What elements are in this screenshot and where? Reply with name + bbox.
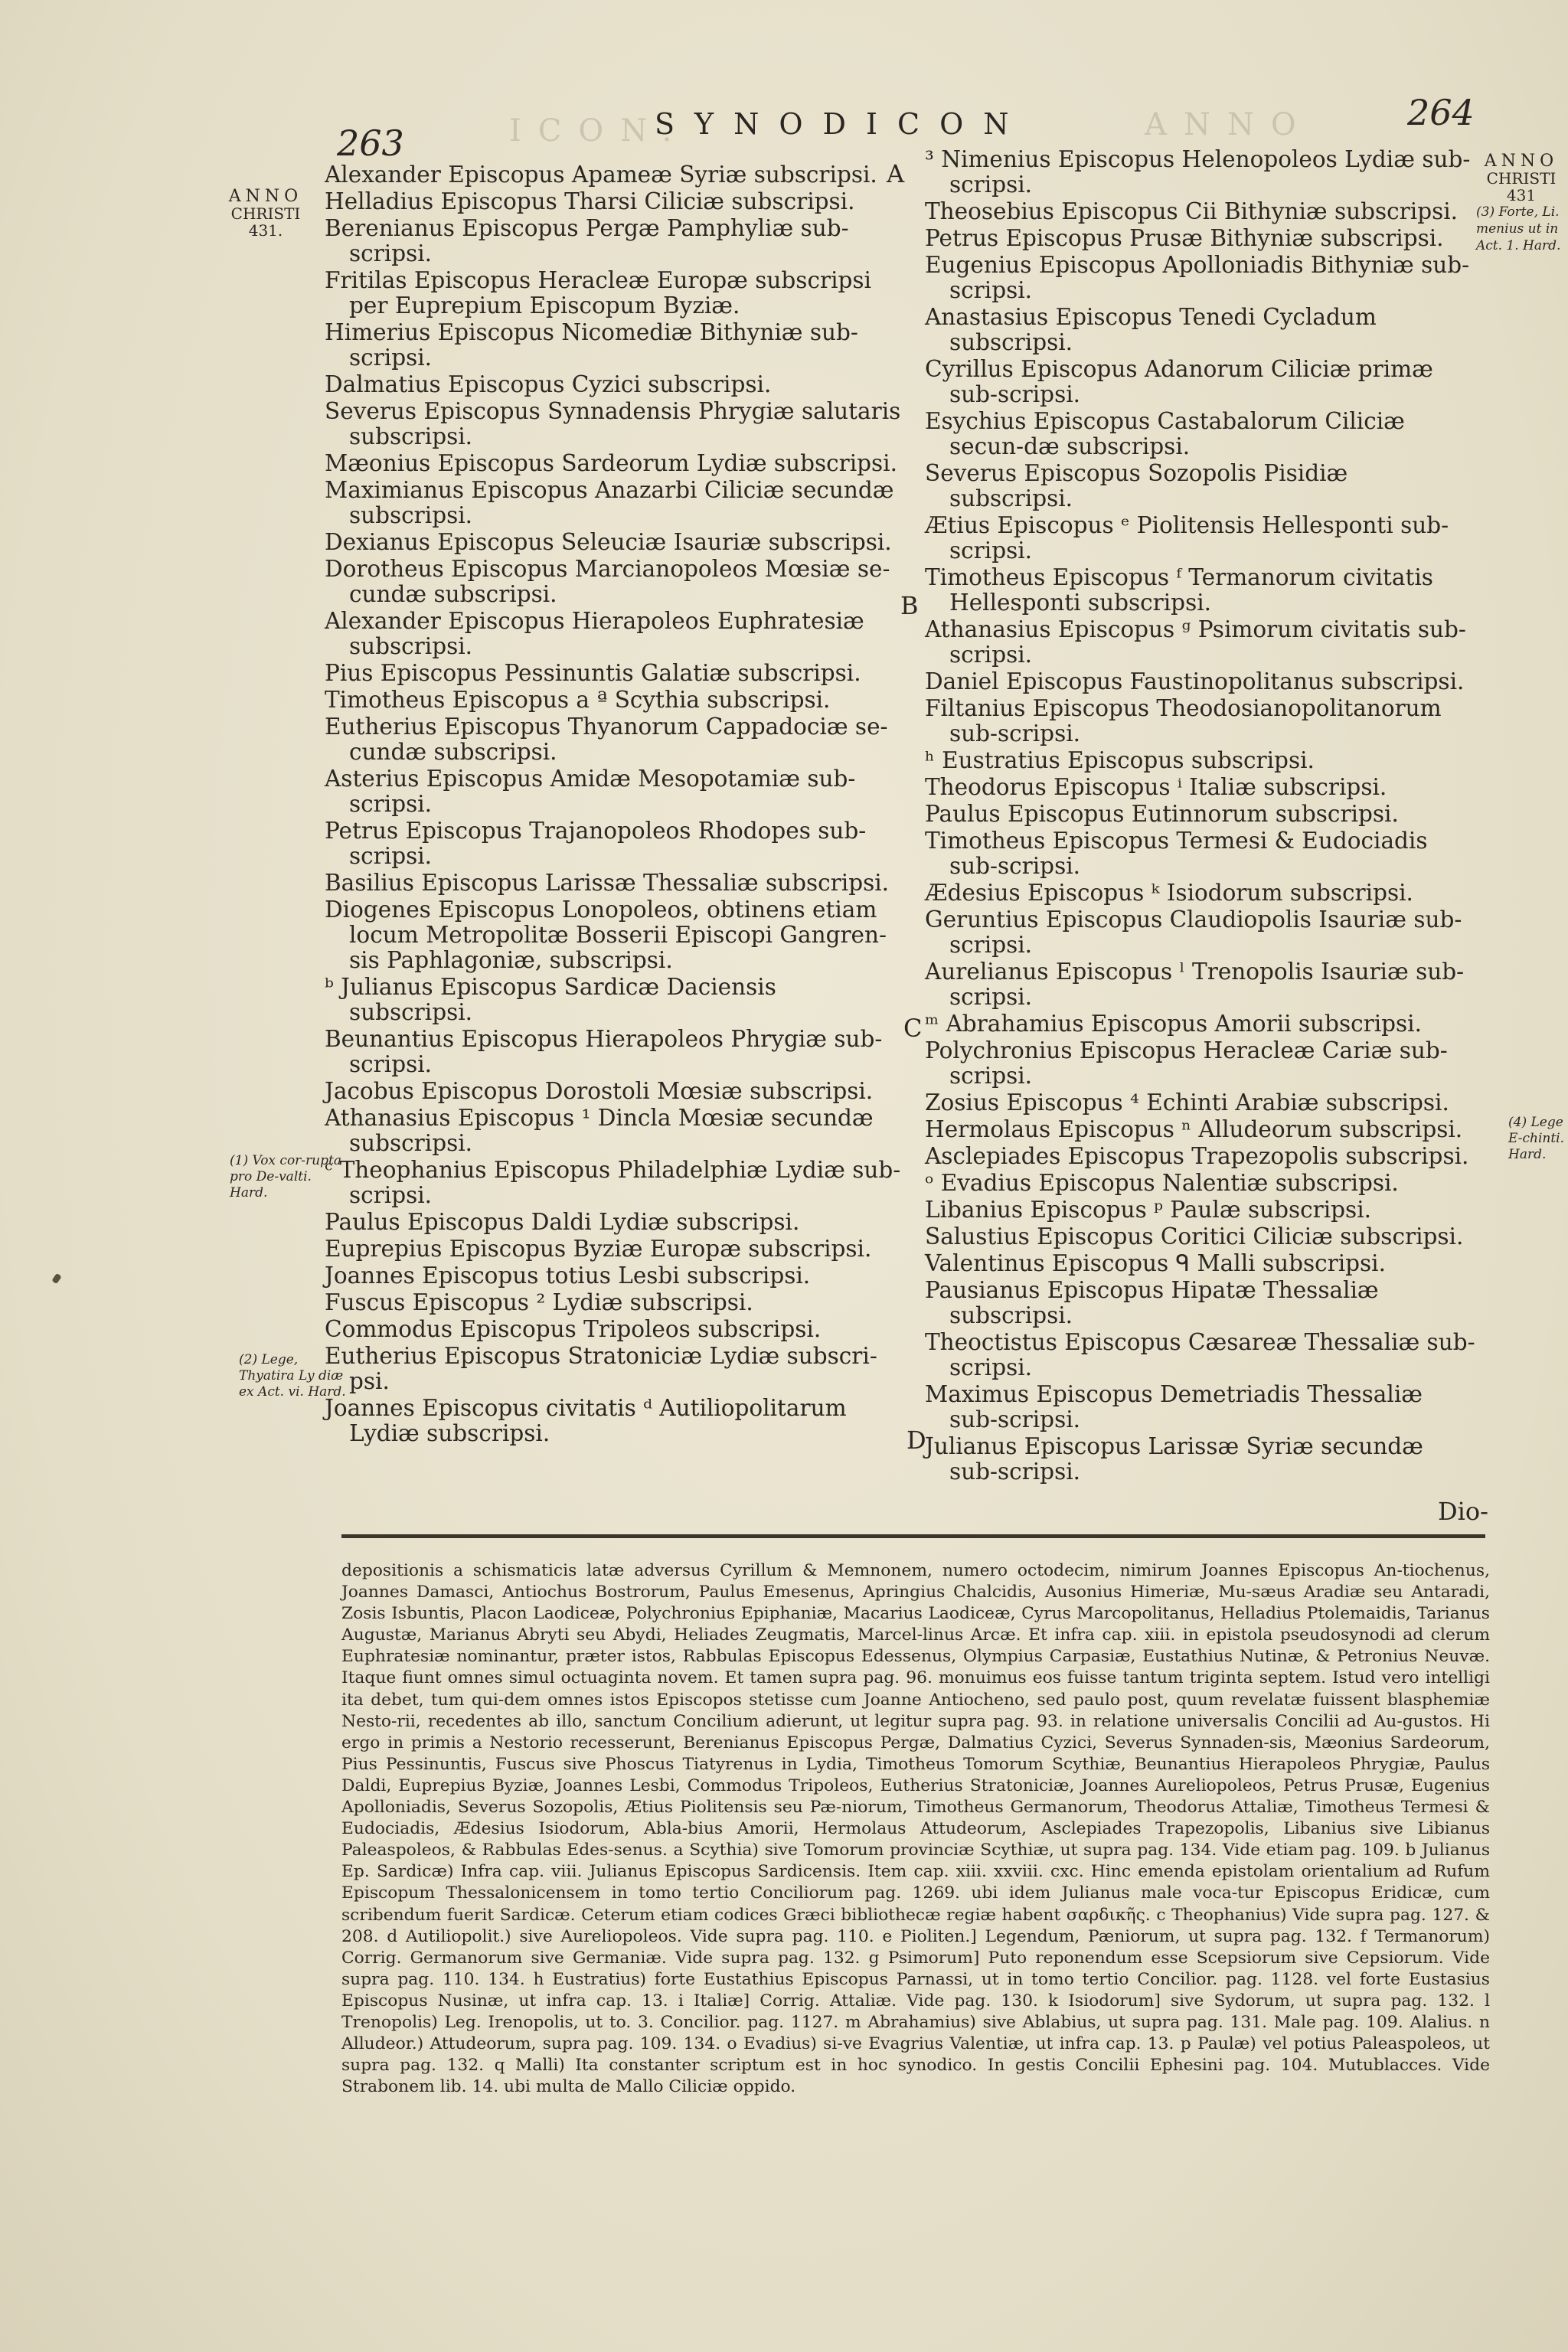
subscription-entry: Athanasius Episcopus ¹ Dincla Mœsiæ secundæ subscripsi. — [325, 1105, 874, 1156]
subscription-entry: Dorotheus Episcopus Marcianopoleos Mœsiæ se-cundæ subscripsi. — [325, 556, 890, 607]
subscription-entry: ³ Nimenius Episcopus Helenopoleos Lydiæ sub-scripsi. — [925, 146, 1471, 198]
subscription-entry: Fritilas Episcopus Heracleæ Europæ subscripsi per Euprepium Episcopum Byziæ. — [325, 267, 871, 318]
footnote-item: d Autiliopolit.) sive Aureliopoleos. Vide supra pag. 110. — [387, 1926, 883, 1946]
subscription-entry: Joannes Episcopus civitatis ᵈ Autiliopolitarum Lydiæ subscripsi. — [325, 1395, 847, 1446]
right-column-subscriptions — [925, 147, 1476, 1486]
footnote-item: b Julianus Ep. Sardicæ) Infra cap. viii. Julianus Episcopus Sardicensis. Item cap. xiii. xxviii. cxc. Hinc emenda epistolam orientalium ad Rufum Episcopum Thessalonicensem in tomo tertio Conciliorum pag. 1269. ubi idem Julianus male voca-tur Episcopus Eridicæ, cum scribendum fuerit Sardicæ. Ceterum etiam codices Græci bibliothecæ regiæ habent σαρδικῆς. — [341, 1841, 1491, 1925]
subscription-entry: Ædesius Episcopus ᵏ Isiodorum subscripsi. — [925, 880, 1413, 906]
footnote-rule — [341, 1534, 1485, 1538]
footnote-item: e Pioliten.] Legendum, Pæniorum, ut supra pag. 132. — [882, 1926, 1361, 1946]
subscription-entry: Timotheus Episcopus a ª Scythia subscripsi. — [325, 687, 831, 713]
subscription-entry: Maximus Episcopus Demetriadis Thessaliæ sub-scripsi. — [925, 1381, 1423, 1432]
subscription-entry: Dalmatius Episcopus Cyzici subscripsi. — [325, 371, 772, 397]
subscription-entry: Ætius Episcopus ᵉ Piolitensis Hellesponti sub-scripsi. — [925, 512, 1449, 564]
footnote-item: k Isiodorum] sive Sydorum, ut supra pag. 132. — [1048, 1991, 1485, 2011]
margin-christi: CHRISTI — [1486, 169, 1557, 188]
subscription-entry: Paulus Episcopus Daldi Lydiæ subscripsi. — [325, 1209, 800, 1235]
subscription-entry: Commodus Episcopus Tripoleos subscripsi. — [325, 1316, 822, 1342]
subscription-entry: Helladius Episcopus Tharsi Ciliciæ subscripsi. — [325, 188, 855, 214]
margin-note-3-line1: (3) Forte, Li. — [1476, 204, 1560, 220]
subscription-entry: Dexianus Episcopus Seleuciæ Isauriæ subscripsi. — [325, 529, 892, 555]
subscription-entry: Filtanius Episcopus Theodosianopolitanorum sub-scripsi. — [925, 695, 1442, 746]
section-letter-c: C — [903, 1014, 923, 1043]
section-letter-a: A — [887, 159, 905, 188]
margin-note-3-line3: Act. 1. Hard. — [1476, 238, 1561, 253]
subscription-entry: Salustius Episcopus Coritici Ciliciæ subscripsi. — [925, 1223, 1464, 1250]
footnote-text — [341, 1560, 1490, 2098]
subscription-entry: Beunantius Episcopus Hierapoleos Phrygiæ sub-scripsi. — [325, 1026, 883, 1077]
subscription-entry: Alexander Episcopus Apameæ Syriæ subscripsi. — [325, 162, 877, 188]
left-column-subscriptions — [325, 162, 906, 1448]
footnote-item: f Termanorum) Corrig. Germanorum sive Germaniæ. Vide supra pag. 132. — [341, 1926, 1491, 1968]
subscription-entry: Joannes Episcopus totius Lesbi subscripsi. — [325, 1263, 811, 1289]
subscription-entry: Esychius Episcopus Castabalorum Ciliciæ secun-dæ subscripsi. — [925, 408, 1405, 459]
footnote-item: i Italiæ] Corrig. Attaliæ. Vide pag. 130. — [678, 1991, 1048, 2011]
catchword: Dio- — [1438, 1497, 1488, 1526]
margin-year-left — [216, 188, 315, 239]
subscription-entry: Maximianus Episcopus Anazarbi Ciliciæ secundæ subscripsi. — [325, 477, 894, 528]
margin-note-4: (4) Lege E-chinti. Hard. — [1508, 1115, 1564, 1162]
subscription-entry: Hermolaus Episcopus ⁿ Alludeorum subscripsi. — [925, 1116, 1463, 1142]
bleed-through-text-right: ANNO — [1145, 107, 1313, 142]
footnote-item: q Malli) Ita constanter scriptum est in hoc synodico. In gestis Concilii Ephesini pag. 104. Mutublacces. Vide Strabonem lib. 14. ubi multa de Mallo Ciliciæ oppido. — [341, 2056, 1490, 2097]
subscription-entry: Fuscus Episcopus ² Lydiæ subscripsi. — [325, 1289, 753, 1315]
footnote-item: o Evadius) si-ve Evagrius Valentiæ, ut infra cap. 13. — [727, 2034, 1181, 2054]
subscription-entry: Petrus Episcopus Prusæ Bithyniæ subscripsi. — [925, 225, 1444, 251]
footnote-item: l Trenopolis) Leg. Irenopolis, ut to. 3. Concilior. pag. 1127. — [341, 1991, 1491, 2032]
subscription-entry: Timotheus Episcopus ᶠ Termanorum civitatis Hellesponti subscripsi. — [925, 564, 1433, 616]
margin-christi: CHRISTI — [230, 204, 301, 223]
footnote-item: a Scythia) sive Tomorum provinciæ Scythiæ, ut supra pag. 134. Vide etiam pag. 109. — [673, 1841, 1406, 1860]
page-number-right: 264 — [1407, 92, 1475, 133]
subscription-entry: Valentinus Episcopus ᑫ Malli subscripsi. — [925, 1250, 1386, 1276]
footnotes — [341, 1560, 1490, 2098]
subscription-entry: Cyrillus Episcopus Adanorum Ciliciæ primæ sub-scripsi. — [925, 356, 1433, 407]
footnote-item: p Paulæ) vel potius Paleaspoleos, ut supra pag. 132. — [341, 2034, 1490, 2076]
footnote-item: n Alludeor.) Attudeorum, supra pag. 109. 134. — [341, 2012, 1490, 2054]
subscription-entry: Timotheus Episcopus Termesi & Eudociadis sub-scripsi. — [925, 828, 1428, 879]
subscription-entry: ᵇ Julianus Episcopus Sardicæ Daciensis subscripsi. — [325, 974, 776, 1025]
subscription-entry: Basilius Episcopus Larissæ Thessaliæ subscripsi. — [325, 870, 890, 896]
margin-anno: ANNO — [228, 187, 303, 206]
subscription-entry: Eugenius Episcopus Apolloniadis Bithyniæ sub-scripsi. — [925, 252, 1470, 303]
footnote-item: c Theophanius) Vide supra pag. 127. & 208. — [341, 1905, 1490, 1946]
subscription-entry: Mæonius Episcopus Sardeorum Lydiæ subscripsi. — [325, 450, 897, 476]
margin-note-2: (2) Lege, Thyatira Ly diæ ex Act. vi. Hard. — [239, 1352, 346, 1400]
subscription-entry: Himerius Episcopus Nicomediæ Bithyniæ sub-scripsi. — [325, 319, 858, 371]
subscription-entry: Berenianus Episcopus Pergæ Pamphyliæ sub-scripsi. — [325, 215, 849, 266]
subscription-entry: Jacobus Episcopus Dorostoli Mœsiæ subscripsi. — [325, 1078, 874, 1104]
subscription-entry: Zosius Episcopus ⁴ Echinti Arabiæ subscripsi. — [925, 1089, 1449, 1116]
subscription-entry: ᶜ Theophanius Episcopus Philadelphiæ Lydiæ sub-scripsi. — [325, 1157, 901, 1208]
margin-year-right — [1476, 153, 1566, 254]
running-head: SYNODICON — [655, 107, 1029, 141]
footnote-item: h Eustratius) forte Eustathius Episcopus Parnassi, ut in tomo tertio Concilior. pag. 1128. vel forte Eustasius Episcopus Nusinæ, ut infra cap. 13. — [341, 1969, 1490, 2011]
subscription-entry: Pius Episcopus Pessinuntis Galatiæ subscripsi. — [325, 660, 861, 686]
subscription-entry: Euprepius Episcopus Byziæ Europæ subscripsi. — [325, 1236, 872, 1262]
subscription-entry: Theoctistus Episcopus Cæsareæ Thessaliæ sub-scripsi. — [925, 1329, 1475, 1380]
subscription-entry: Julianus Episcopus Larissæ Syriæ secundæ sub-scripsi. — [925, 1433, 1423, 1485]
subscription-entry: Polychronius Episcopus Heracleæ Cariæ sub-scripsi. — [925, 1037, 1448, 1089]
subscription-entry: Aurelianus Episcopus ˡ Trenopolis Isauriæ sub-scripsi. — [925, 959, 1465, 1010]
subscription-entry: Diogenes Episcopus Lonopoleos, obtinens etiam locum Metropolitæ Bosserii Episcopi Gangren-sis Paphlagoniæ, subscripsi. — [325, 897, 887, 973]
subscription-entry: Eutherius Episcopus Thyanorum Cappadociæ se-cundæ subscripsi. — [325, 714, 888, 765]
subscription-entry: Asclepiades Episcopus Trapezopolis subscripsi. — [925, 1143, 1469, 1169]
subscription-entry: Anastasius Episcopus Tenedi Cycladum subscripsi. — [925, 304, 1377, 355]
footnote-item: depositionis a schismaticis latæ adversus Cyrillum & Memnonem, numero octodecim, nimirum Joannes Episcopus An-tiochenus, Joannes Damasci, Antiochus Bostrorum, Paulus Emesenus, Apringius Chalcidis, Ausonius Himeriæ, Mu-sæus Aradiæ seu Antaradi, Zosis Isbuntis, Placon Laodiceæ, Polychronius Epiphaniæ, Macarius Laodiceæ, Cyrus Marcopolitanus, Helladius Ptolemaidis, Tarianus Augustæ, Marianus Abryti seu Abydi, Heliades Zeugmatis, Marcel-linus Arcæ. Et infra cap. xiii. in epistola pseudosynodi ad clerum Euphratesiæ nominantur, præter istos, Rabbulas Episcopus Edessenus, Olympius Carpasiæ, Eustathius Nutinæ, & Petronius Neuvæ. Itaque fiunt omnes simul octuaginta novem. Et tamen supra pag. 96. monuimus eos fuisse tantum triginta septem. Istud vero intelligi ita debet, tum qui-dem omnes istos Episcopos stetisse cum Joanne Antiocheno, sed paulo post, quum revelatæ fuissent blasphemiæ Nesto-rii, recedentes ab illo, sanctum Concilium adierunt, ut legitur supra pag. 93. in relatione universalis Concilii ad Au-gustos. Hi ergo in primis a Nestorio recesserunt, Berenianus Episcopus Pergæ, Dalmatius Cyzici, Severus Synnaden-sis, Mæonius Sardeorum, Pius Pessinuntis, Fuscus sive Phoscus Tiatyrenus in Lydia, Timotheus Tomorum Scythiæ, Beunantius Hierapoleos Phrygiæ, Paulus Daldi, Euprepius Byziæ, Joannes Lesbi, Commodus Tripoleos, Eutherius Stratoniciæ, Joannes Aureliopoleos, Petrus Prusæ, Eugenius Apolloniadis, Severus Sozopolis, Ætius Piolitensis seu Pæ-niorum, Timotheus Germanorum, Theodorus Attaliæ, Timotheus Termesi & Eudociadis, Ædesius Isiodorum, Abla-bius Amorii, Hermolaus Attudeorum, Asclepiades Trapezopolis, Libanius sive Libianus Paleaspoleos, & Rabbulas Edes-senus. — [341, 1561, 1490, 1860]
bleed-through-text-left: ICON. — [509, 113, 689, 149]
ink-blot — [51, 1273, 61, 1284]
subscription-entry: Paulus Episcopus Eutinnorum subscripsi. — [925, 801, 1399, 827]
subscription-entry: Athanasius Episcopus ᵍ Psimorum civitatis sub-scripsi. — [925, 616, 1466, 668]
footnote-item: g Psimorum] Puto reponendum esse Scepsiorum sive Cepsiorum. Vide supra pag. 110. 134. — [341, 1948, 1490, 1989]
section-letter-b: B — [900, 591, 919, 620]
page-number-left: 263 — [337, 122, 404, 164]
subscription-entry: Asterius Episcopus Amidæ Mesopotamiæ sub-scripsi. — [325, 766, 856, 817]
subscription-entry: Petrus Episcopus Trajanopoleos Rhodopes sub-scripsi. — [325, 818, 867, 869]
subscription-entry: ᵐ Abrahamius Episcopus Amorii subscripsi. — [925, 1011, 1422, 1037]
footnote-item: m Abrahamius) sive Ablabius, ut supra pag. 131. Male pag. 109. Alalius. — [844, 2012, 1479, 2032]
subscription-entry: Severus Episcopus Synnadensis Phrygiæ salutaris subscripsi. — [325, 398, 901, 449]
section-letter-d: D — [906, 1426, 926, 1455]
subscription-entry: Alexander Episcopus Hierapoleos Euphratesiæ subscripsi. — [325, 608, 864, 659]
margin-year: 431 — [1506, 186, 1537, 204]
margin-note-1: (1) Vox cor-rupta pro De-valti. Hard. — [230, 1153, 341, 1200]
margin-anno: ANNO — [1484, 152, 1559, 171]
subscription-entry: Theodorus Episcopus ⁱ Italiæ subscripsi. — [925, 774, 1387, 800]
subscription-entry: Libanius Episcopus ᵖ Paulæ subscripsi. — [925, 1197, 1371, 1223]
subscription-entry: Pausianus Episcopus Hipatæ Thessaliæ subscripsi. — [925, 1277, 1379, 1328]
subscription-entry: Severus Episcopus Sozopolis Pisidiæ subscripsi. — [925, 460, 1348, 511]
subscription-entry: Daniel Episcopus Faustinopolitanus subscripsi. — [925, 668, 1465, 694]
margin-year: 431. — [248, 221, 283, 240]
margin-note-3-line2: menius ut in — [1476, 221, 1559, 237]
subscription-entry: Theosebius Episcopus Cii Bithyniæ subscripsi. — [925, 198, 1459, 224]
subscription-entry: ʰ Eustratius Episcopus subscripsi. — [925, 747, 1315, 773]
subscription-entry: ᵒ Evadius Episcopus Nalentiæ subscripsi. — [925, 1170, 1399, 1196]
subscription-entry: Eutherius Episcopus Stratoniciæ Lydiæ subscri-psi. — [325, 1343, 877, 1394]
subscription-entry: Geruntius Episcopus Claudiopolis Isauriæ sub-scripsi. — [925, 906, 1462, 958]
